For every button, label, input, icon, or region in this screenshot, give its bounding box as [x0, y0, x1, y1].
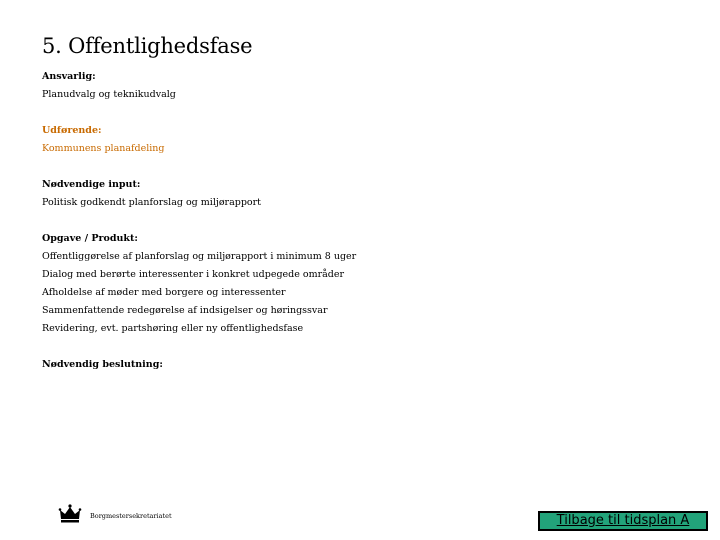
section-input	[42, 179, 682, 215]
crown-icon	[58, 504, 82, 524]
section-beslutning	[42, 359, 682, 377]
section-line: Offentliggørelse af planforslag og miljørapport i minimum 8 uger	[42, 251, 357, 262]
section-line: Planudvalg og teknikudvalg	[42, 89, 176, 100]
section-label: Udførende:	[42, 125, 102, 136]
section-label: Opgave / Produkt:	[42, 233, 138, 244]
section-line: Afholdelse af møder med borgere og interessenter	[42, 287, 286, 298]
back-to-schedule-a-button[interactable]: Tilbage til tidsplan A	[538, 511, 708, 531]
section-label: Ansvarlig:	[42, 71, 96, 82]
content	[42, 71, 682, 395]
section-label: Nødvendig beslutning:	[42, 359, 163, 370]
section-ansvarlig	[42, 71, 682, 107]
section-label: Nødvendige input:	[42, 179, 141, 190]
section-line: Sammenfattende redegørelse af indsigelser og høringssvar	[42, 305, 328, 316]
section-line: Revidering, evt. partshøring eller ny offentlighedsfase	[42, 323, 304, 334]
footer-logo	[58, 504, 172, 524]
section-line: Kommunens planafdeling	[42, 143, 165, 154]
logo-text: Borgmestersekretariatet	[90, 512, 172, 520]
section-line: Politisk godkendt planforslag og miljørapport	[42, 197, 261, 208]
section-udforende	[42, 125, 682, 161]
page-title: 5. Offentlighedsfase	[42, 34, 253, 58]
section-opgave	[42, 233, 682, 341]
section-line: Dialog med berørte interessenter i konkret udpegede områder	[42, 269, 345, 280]
